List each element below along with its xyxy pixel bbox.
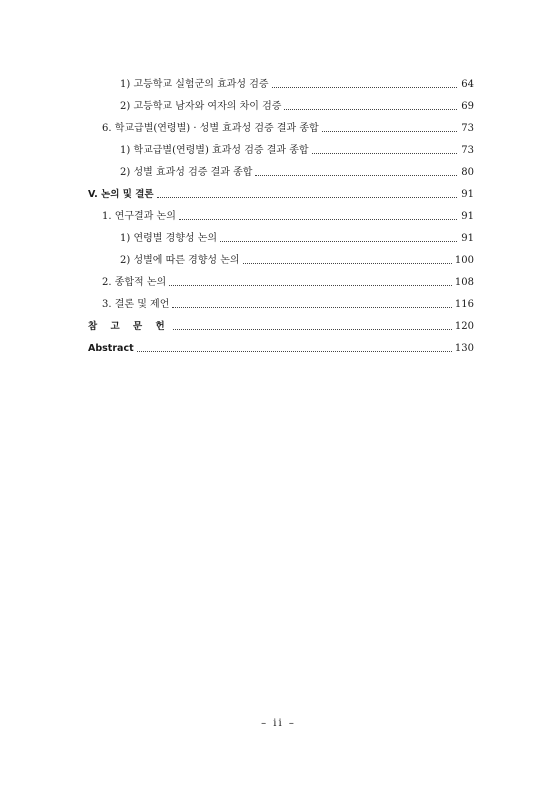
toc-entry	[102, 119, 474, 135]
toc-entry-label: 3. 결론 및 제언	[102, 299, 170, 310]
toc-entry	[120, 163, 474, 179]
toc-entry-page: 91	[461, 189, 474, 200]
toc-entry-page: 69	[461, 101, 474, 112]
toc-entry-label: 참 고 문 헌	[88, 321, 170, 332]
toc-entry	[120, 229, 474, 245]
toc-entry	[102, 295, 474, 311]
toc-entry-label: Abstract	[88, 343, 134, 354]
toc-leader-dots	[169, 284, 452, 286]
toc-entry-page: 73	[461, 123, 474, 134]
toc-entry-label: 1) 고등학교 실험군의 효과성 검증	[120, 79, 269, 90]
toc-entry-page: 116	[454, 299, 474, 310]
toc-leader-dots	[157, 196, 457, 198]
toc-entry-label: 2) 성별에 따른 경향성 논의	[120, 255, 240, 266]
toc-leader-dots	[179, 218, 457, 220]
toc-entry-page: 108	[454, 277, 474, 288]
toc-chapter-entry	[88, 339, 474, 355]
toc-entry-label: V. 논의 및 결론	[88, 189, 154, 200]
toc-leader-dots	[173, 328, 452, 330]
toc-leader-dots	[243, 262, 452, 264]
toc-entry-page: 100	[454, 255, 474, 266]
toc-entry-label: 1) 학교급별(연령별) 효과성 검증 결과 종합	[120, 145, 309, 156]
toc-entry-page: 91	[461, 233, 474, 244]
toc-leader-dots	[137, 350, 452, 352]
toc-entry	[120, 97, 474, 113]
toc-entry-page: 80	[461, 167, 474, 178]
toc-leader-dots	[322, 130, 457, 132]
toc-entry-page: 130	[454, 343, 474, 354]
toc-entry-page: 73	[461, 145, 474, 156]
toc-entry-label: 6. 학교급별(연령별) · 성별 효과성 검증 결과 종합	[102, 123, 319, 134]
toc-chapter-entry	[88, 317, 474, 333]
toc-entry	[102, 273, 474, 289]
toc-entry-label: 1) 연령별 경향성 논의	[120, 233, 218, 244]
toc-entry-page: 91	[461, 211, 474, 222]
toc-chapter-entry	[88, 185, 474, 201]
toc-entry-label: 2) 고등학교 남자와 여자의 차이 검증	[120, 101, 282, 112]
toc-leader-dots	[312, 152, 457, 154]
toc-leader-dots	[172, 306, 452, 308]
toc-entry-label: 2) 성별 효과성 검증 결과 종합	[120, 167, 253, 178]
toc-leader-dots	[220, 240, 457, 242]
toc-leader-dots	[284, 108, 457, 110]
toc-entry-page: 64	[461, 79, 474, 90]
toc-entry	[120, 251, 474, 267]
toc-entry-label: 2. 종합적 논의	[102, 277, 167, 288]
toc-leader-dots	[255, 174, 457, 176]
toc-entry	[120, 141, 474, 157]
page-number: – ii –	[261, 718, 296, 729]
toc-leader-dots	[272, 86, 457, 88]
toc-entry-page: 120	[454, 321, 474, 332]
toc-entry	[120, 75, 474, 91]
toc-entry	[102, 207, 474, 223]
toc-entry-label: 1. 연구결과 논의	[102, 211, 176, 222]
